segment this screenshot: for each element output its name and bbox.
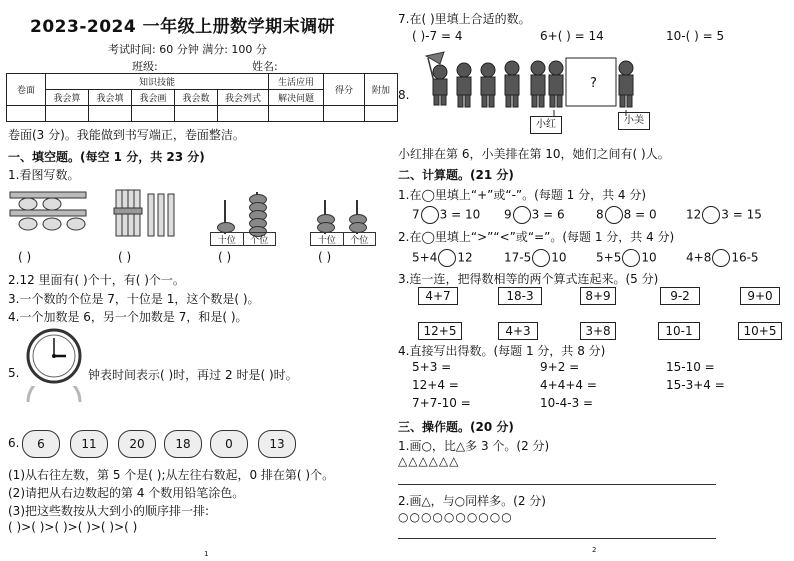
- calc-7[interactable]: 7+7-10 =: [412, 396, 471, 410]
- q7-item-3[interactable]: 10-( ) = 5: [666, 29, 725, 43]
- q8-question-mark: ?: [590, 76, 597, 91]
- q6-order-blanks[interactable]: ( )>( )>( )>( )>( )>( ): [8, 520, 138, 534]
- queue-picture: [414, 50, 644, 136]
- number-cloud-1[interactable]: 6: [22, 430, 60, 458]
- section3-title: 三、操作题。(20 分): [398, 420, 514, 434]
- s2-q2-item-2: [504, 249, 567, 267]
- compare-circle[interactable]: [622, 249, 640, 267]
- operand: 16-5: [731, 250, 759, 265]
- clock-reflection-icon: [26, 386, 82, 402]
- number-cloud-5[interactable]: 0: [210, 430, 248, 458]
- calc-2[interactable]: 9+2 =: [540, 360, 580, 374]
- score-col-shenghuo: 生活应用: [269, 74, 324, 90]
- section2-title: 二、计算题。(21 分): [398, 168, 514, 182]
- calc-1[interactable]: 5+3 =: [412, 360, 452, 374]
- q6-part1: (1)从右往左数，第 5 个是( );从左往右数起，0 排在第( )个。: [8, 468, 335, 482]
- abacus-2: [310, 190, 376, 244]
- number-cloud-6[interactable]: 13: [258, 430, 296, 458]
- score-col-defen: 得分: [324, 74, 365, 106]
- page-number-1: 1: [204, 550, 209, 558]
- q6-number: 6.: [8, 436, 20, 450]
- circle-row: ○○○○○○○○○○: [398, 510, 513, 524]
- operand: 8: [596, 207, 604, 222]
- q7-title: 7.在( )里填上合适的数。: [398, 12, 531, 26]
- compare-circle[interactable]: [532, 249, 550, 267]
- match-bottom-2[interactable]: 4+3: [498, 322, 538, 340]
- q7-item-2[interactable]: 6+( ) = 14: [540, 29, 604, 43]
- section1-title: 一、填空题。(每空 1 分，共 23 分): [8, 150, 205, 164]
- q6-part3: (3)把这些数按从大到小的顺序排一排:: [8, 504, 210, 518]
- page-number-2: 2: [592, 546, 597, 554]
- match-bottom-3[interactable]: 3+8: [580, 322, 616, 340]
- abacus-ones-label: 个位: [350, 236, 369, 246]
- clock-reflection: [26, 386, 82, 402]
- abacus-ones-label: 个位: [250, 236, 269, 246]
- operand: 10: [551, 250, 567, 265]
- q5-number: 5.: [8, 366, 20, 380]
- number-cloud-3[interactable]: 20: [118, 430, 156, 458]
- children-queue-icon: [414, 50, 644, 136]
- score-cell[interactable]: [89, 106, 132, 122]
- q1-blank-2[interactable]: ( ): [118, 250, 132, 264]
- score-col-zhishi: 知识技能: [46, 74, 269, 90]
- score-sub-3: 我会画: [132, 90, 175, 106]
- operand: 3 = 10: [439, 207, 481, 222]
- answer-line-1[interactable]: [398, 484, 716, 485]
- score-col-juanmian: 卷面: [7, 74, 46, 106]
- match-top-1[interactable]: 4+7: [418, 287, 458, 305]
- s2-q1-text: 1.在◯里填上“+”或“-”。(每题 1 分，共 4 分): [398, 188, 647, 202]
- calc-8[interactable]: 10-4-3 =: [540, 396, 594, 410]
- q2-text: 2.12 里面有( )个十，有( )个一。: [8, 273, 185, 287]
- sticks-icon: [110, 186, 178, 240]
- score-sub-4: 我会数: [175, 90, 218, 106]
- calc-4[interactable]: 12+4 =: [412, 378, 459, 392]
- q1-label: 1.看图写数。: [8, 168, 80, 182]
- score-cell[interactable]: [269, 106, 324, 122]
- s2-q1-item-2: [504, 206, 565, 224]
- match-bottom-4[interactable]: 10-1: [658, 322, 700, 340]
- abacus-1: [210, 190, 276, 244]
- s2-q2-item-1: [412, 249, 473, 267]
- name-label: 姓名:: [252, 60, 278, 73]
- answer-line-2[interactable]: [398, 538, 716, 539]
- q5-text: 钟表时间表示( )时，再过 2 时是( )时。: [88, 368, 298, 382]
- sticks-picture: [110, 186, 178, 240]
- operand: 12: [686, 207, 702, 222]
- s2-q3-text: 3.连一连，把得数相等的两个算式连起来。(5 分): [398, 272, 659, 286]
- q1-blank-1[interactable]: ( ): [18, 250, 32, 264]
- s2-q2-item-3: [596, 249, 657, 267]
- operator-circle[interactable]: [605, 206, 623, 224]
- operator-circle[interactable]: [421, 206, 439, 224]
- operator-circle[interactable]: [513, 206, 531, 224]
- q3-text: 3.一个数的个位是 7，十位是 1，这个数是( )。: [8, 292, 260, 306]
- s2-q1-item-4: [686, 206, 762, 224]
- s2-q4-text: 4.直接写出得数。(每题 1 分，共 8 分): [398, 344, 606, 358]
- operand: 3 = 15: [721, 207, 762, 222]
- q1-blank-4[interactable]: ( ): [318, 250, 332, 264]
- q7-item-1[interactable]: ( )-7 = 4: [412, 29, 463, 43]
- operator-circle[interactable]: [702, 206, 720, 224]
- score-sub-1: 我会算: [46, 90, 89, 106]
- operand: 12: [457, 250, 473, 265]
- score-cell[interactable]: [132, 106, 175, 122]
- score-cell[interactable]: [46, 106, 89, 122]
- s2-q1-item-1: [412, 206, 480, 224]
- calc-3[interactable]: 15-10 =: [666, 360, 715, 374]
- operand: 3 = 6: [531, 207, 565, 222]
- score-table: [6, 73, 398, 122]
- score-cell[interactable]: [218, 106, 269, 122]
- operand: 17-5: [504, 250, 532, 265]
- class-label: 班级:: [132, 60, 158, 73]
- compare-circle[interactable]: [712, 249, 730, 267]
- operand: 9: [504, 207, 512, 222]
- match-bottom-1[interactable]: 12+5: [418, 322, 462, 340]
- score-cell[interactable]: [175, 106, 218, 122]
- q1-blank-3[interactable]: ( ): [218, 250, 232, 264]
- score-cell[interactable]: [324, 106, 365, 122]
- abacus-tens-label: 十位: [211, 233, 244, 245]
- abacus-tens-label: 十位: [311, 233, 344, 245]
- score-col-fujia: 附加: [365, 74, 398, 106]
- operand: 5+5: [596, 250, 622, 265]
- match-top-2[interactable]: 18-3: [498, 287, 542, 305]
- score-sub-5: 我会列式: [218, 90, 269, 106]
- q8-text: 小红排在第 6，小美排在第 10，她们之间有( )人。: [398, 147, 670, 161]
- clock-picture: [26, 328, 82, 384]
- calc-6[interactable]: 15-3+4 =: [666, 378, 725, 392]
- label-xiaohong: 小红: [530, 116, 562, 134]
- match-bottom-5[interactable]: 10+5: [738, 322, 782, 340]
- clock-icon: [26, 328, 82, 384]
- score-cell[interactable]: [7, 106, 46, 122]
- juanmian-note: 卷面(3 分)。我能做到书写端正，卷面整洁。: [8, 128, 245, 142]
- compare-circle[interactable]: [438, 249, 456, 267]
- page-title: 2023-2024 一年级上册数学期末调研: [30, 17, 336, 37]
- stick-bundles-icon: [8, 190, 90, 238]
- operand: 8 = 0: [623, 207, 657, 222]
- exam-info: 考试时间: 60 分钟 满分: 100 分: [108, 43, 267, 56]
- score-sub-6: 解决问题: [269, 90, 324, 106]
- operand: 5+4: [412, 250, 438, 265]
- label-xiaomei: 小美: [618, 112, 650, 130]
- score-sub-2: 我会填: [89, 90, 132, 106]
- number-cloud-4[interactable]: 18: [164, 430, 202, 458]
- q6-part2: (2)请把从右边数起的第 4 个数用铅笔涂色。: [8, 486, 245, 500]
- match-top-5[interactable]: 9+0: [740, 287, 780, 305]
- s3-q2-text: 2.画△，与○同样多。(2 分): [398, 494, 546, 508]
- match-top-3[interactable]: 8+9: [580, 287, 616, 305]
- s3-q1-text: 1.画○，比△多 3 个。(2 分): [398, 439, 550, 453]
- operand: 10: [641, 250, 657, 265]
- s2-q1-item-3: [596, 206, 657, 224]
- operand: 4+8: [686, 250, 712, 265]
- q8-number: 8.: [398, 88, 410, 102]
- calc-5[interactable]: 4+4+4 =: [540, 378, 597, 392]
- bundle-picture: [8, 190, 90, 238]
- q4-text: 4.一个加数是 6，另一个加数是 7，和是( )。: [8, 310, 248, 324]
- s2-q2-text: 2.在◯里填上“>”“<”或“=”。(每题 1 分，共 4 分): [398, 230, 675, 244]
- score-cell[interactable]: [365, 106, 398, 122]
- triangle-row: △△△△△△: [398, 454, 460, 468]
- s2-q2-item-4: [686, 249, 759, 267]
- number-cloud-2[interactable]: 11: [70, 430, 108, 458]
- operand: 7: [412, 207, 420, 222]
- match-top-4[interactable]: 9-2: [660, 287, 700, 305]
